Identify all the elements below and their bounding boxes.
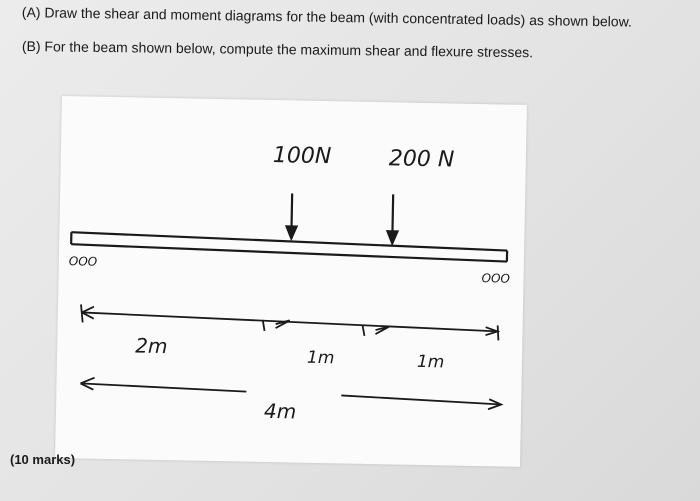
support-left-rollers: OOO xyxy=(68,254,98,269)
total-span-arrow-left xyxy=(80,377,246,392)
total-span-label: 4m xyxy=(263,398,297,424)
question-part-b: (B) For the beam shown below, compute the maximum shear and flexure stresses. xyxy=(21,38,534,61)
beam-figure-photo xyxy=(55,96,527,467)
span-1-label: 2m xyxy=(134,333,168,359)
total-span-arrow-right xyxy=(341,395,501,409)
question-part-a: (A) Draw the shear and moment diagrams for the beam (with concentrated loads) as shown below. xyxy=(21,4,633,30)
beam xyxy=(71,232,507,261)
load-arrow-2 xyxy=(387,194,398,243)
span-2-label: 1m xyxy=(306,347,335,369)
span-3-label: 1m xyxy=(416,351,445,373)
support-right-rollers: OOO xyxy=(481,271,511,286)
load-arrow-1 xyxy=(286,193,297,238)
load-1-label: 100N xyxy=(272,143,332,170)
load-2-label: 200 N xyxy=(388,146,455,173)
marks-label: (10 marks) xyxy=(10,452,76,467)
